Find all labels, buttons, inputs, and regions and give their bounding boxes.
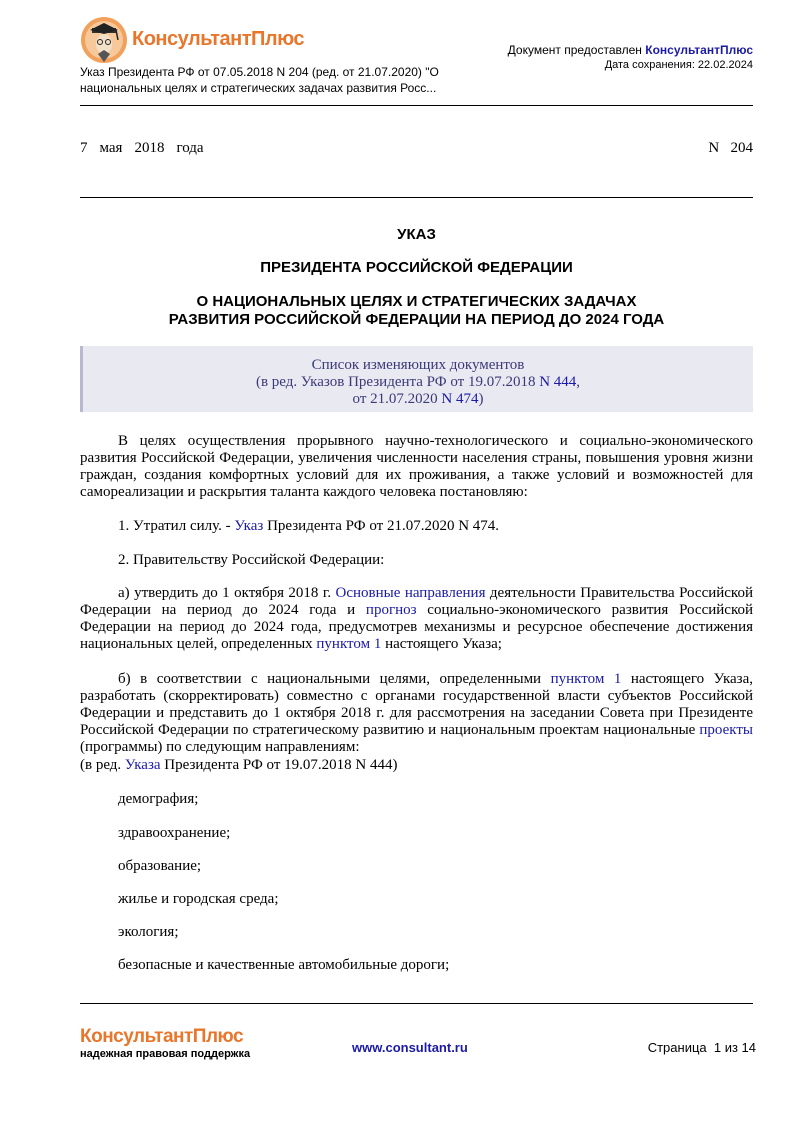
main-directions-link[interactable]: Основные направления bbox=[335, 585, 486, 601]
projects-link[interactable]: проекты bbox=[699, 722, 753, 738]
p1-text: 1. Утратил силу. - bbox=[118, 518, 235, 534]
point-1-link[interactable]: пунктом 1 bbox=[316, 636, 382, 652]
amendments-line2: (в ред. Указов Президента РФ от 19.07.2018 bbox=[255, 374, 540, 390]
date-month: мая bbox=[99, 140, 123, 156]
footer-divider bbox=[80, 1003, 753, 1004]
forecast-link[interactable]: прогноз bbox=[365, 602, 417, 618]
p2a-text-3: социально-экономического развития Российской Федерации на период до 2024 года, предусмотрев механизмы и ресурсное обеспечение достижения национальных целей, определенных bbox=[80, 602, 753, 652]
save-date: Дата сохранения: 22.02.2024 bbox=[604, 59, 753, 71]
p1-text-end: Президента РФ от 21.07.2020 N 474. bbox=[263, 518, 500, 534]
amendments-line3-end: ) bbox=[478, 391, 484, 407]
issuer-heading: ПРЕЗИДЕНТА РОССИЙСКОЙ ФЕДЕРАЦИИ bbox=[260, 259, 573, 276]
direction-item: безопасные и качественные автомобильные дороги; bbox=[118, 957, 450, 973]
provided-by bbox=[508, 43, 753, 73]
edition-note-suffix: Президента РФ от 19.07.2018 N 444) bbox=[160, 757, 398, 773]
direction-item: образование; bbox=[118, 858, 202, 874]
page-counter: Страница 1 из 14 bbox=[647, 1040, 756, 1055]
amendments-heading: Список изменяющих документов bbox=[311, 357, 525, 373]
direction-item: экология; bbox=[118, 924, 179, 940]
p2b-text-2: настоящего Указа, разработать (скорректировать) совместно с органами государственной власти субъектов Российской Федерации и представить до 1 октября 2018 г. для рассмотрения на заседании Совета при Президенте Российской Федерации по стратегическому развитию и национальным проектам национальные bbox=[80, 671, 753, 738]
direction-item: здравоохранение; bbox=[118, 825, 231, 841]
direction-item: демография; bbox=[118, 791, 199, 807]
amendment-link-444[interactable]: N 444 bbox=[539, 374, 577, 390]
decree-title-line1: О НАЦИОНАЛЬНЫХ ЦЕЛЯХ И СТРАТЕГИЧЕСКИХ ЗАДАЧАХ bbox=[196, 293, 637, 310]
edition-decree-link[interactable]: Указа bbox=[124, 757, 161, 773]
paragraph-2b bbox=[80, 671, 753, 756]
provided-prefix: Документ предоставлен bbox=[507, 43, 646, 57]
amendments-line2-end: , bbox=[576, 374, 581, 390]
dateline bbox=[80, 140, 753, 157]
paragraph-2a bbox=[80, 585, 753, 653]
date-day: 7 bbox=[80, 140, 88, 156]
point-1-link-2[interactable]: пунктом 1 bbox=[550, 671, 622, 687]
p2b-text-1: б) в соответствии с национальными целями, определенными bbox=[118, 671, 551, 687]
footer-website-link[interactable]: www.consultant.ru bbox=[352, 1040, 468, 1055]
intro-paragraph: В целях осуществления прорывного научно-технологического и социально-экономического развития Российской Федерации, увеличения численности населения страны, повышения уровня жизни граждан, создания комфортных условий для их проживания, а также условий и возможностей для самореализации и раскрытия таланта каждого человека постановляю: bbox=[80, 433, 753, 500]
footer-tagline: надежная правовая поддержка bbox=[80, 1048, 251, 1060]
footer-logo: КонсультантПлюс bbox=[80, 1026, 244, 1047]
decree-title-line2: РАЗВИТИЯ РОССИЙСКОЙ ФЕДЕРАЦИИ НА ПЕРИОД ДО 2024 ГОДА bbox=[168, 311, 665, 328]
repealing-decree-link[interactable]: Указ bbox=[234, 518, 264, 534]
dateline-divider bbox=[80, 197, 753, 198]
p2b-text-3: (программы) по следующим направлениям: bbox=[80, 739, 360, 755]
provided-brand: КонсультантПлюс bbox=[645, 43, 753, 57]
edition-note-prefix: (в ред. bbox=[80, 757, 125, 773]
direction-item: жилье и городская среда; bbox=[118, 891, 279, 907]
amendments-line3: от 21.07.2020 bbox=[352, 391, 442, 407]
date-year: 2018 bbox=[134, 140, 165, 156]
date-year-word: года bbox=[176, 140, 204, 156]
p2a-text-4: настоящего Указа; bbox=[381, 636, 502, 652]
amendment-link-474[interactable]: N 474 bbox=[441, 391, 479, 407]
paragraph-2: 2. Правительству Российской Федерации: bbox=[118, 552, 385, 568]
p2a-text-2: деятельности Правительства Российской Федерации на период до 2024 года и bbox=[80, 585, 753, 618]
amendments-box bbox=[80, 346, 753, 412]
decree-type-heading: УКАЗ bbox=[397, 226, 436, 243]
p2a-text-1: а) утвердить до 1 октября 2018 г. bbox=[118, 585, 336, 601]
document-title: Указ Президента РФ от 07.05.2018 N 204 (ред. от 21.07.2020) "О национальных целях и стратегических задачах развития Росс... bbox=[80, 65, 439, 95]
consultant-logo bbox=[80, 16, 305, 66]
decree-number: N 204 bbox=[708, 140, 753, 156]
header-divider bbox=[80, 105, 753, 106]
edition-note bbox=[80, 757, 753, 774]
logo-emblem-icon bbox=[80, 16, 130, 66]
logo-text: КонсультантПлюс bbox=[132, 28, 305, 50]
paragraph-1 bbox=[80, 518, 753, 535]
